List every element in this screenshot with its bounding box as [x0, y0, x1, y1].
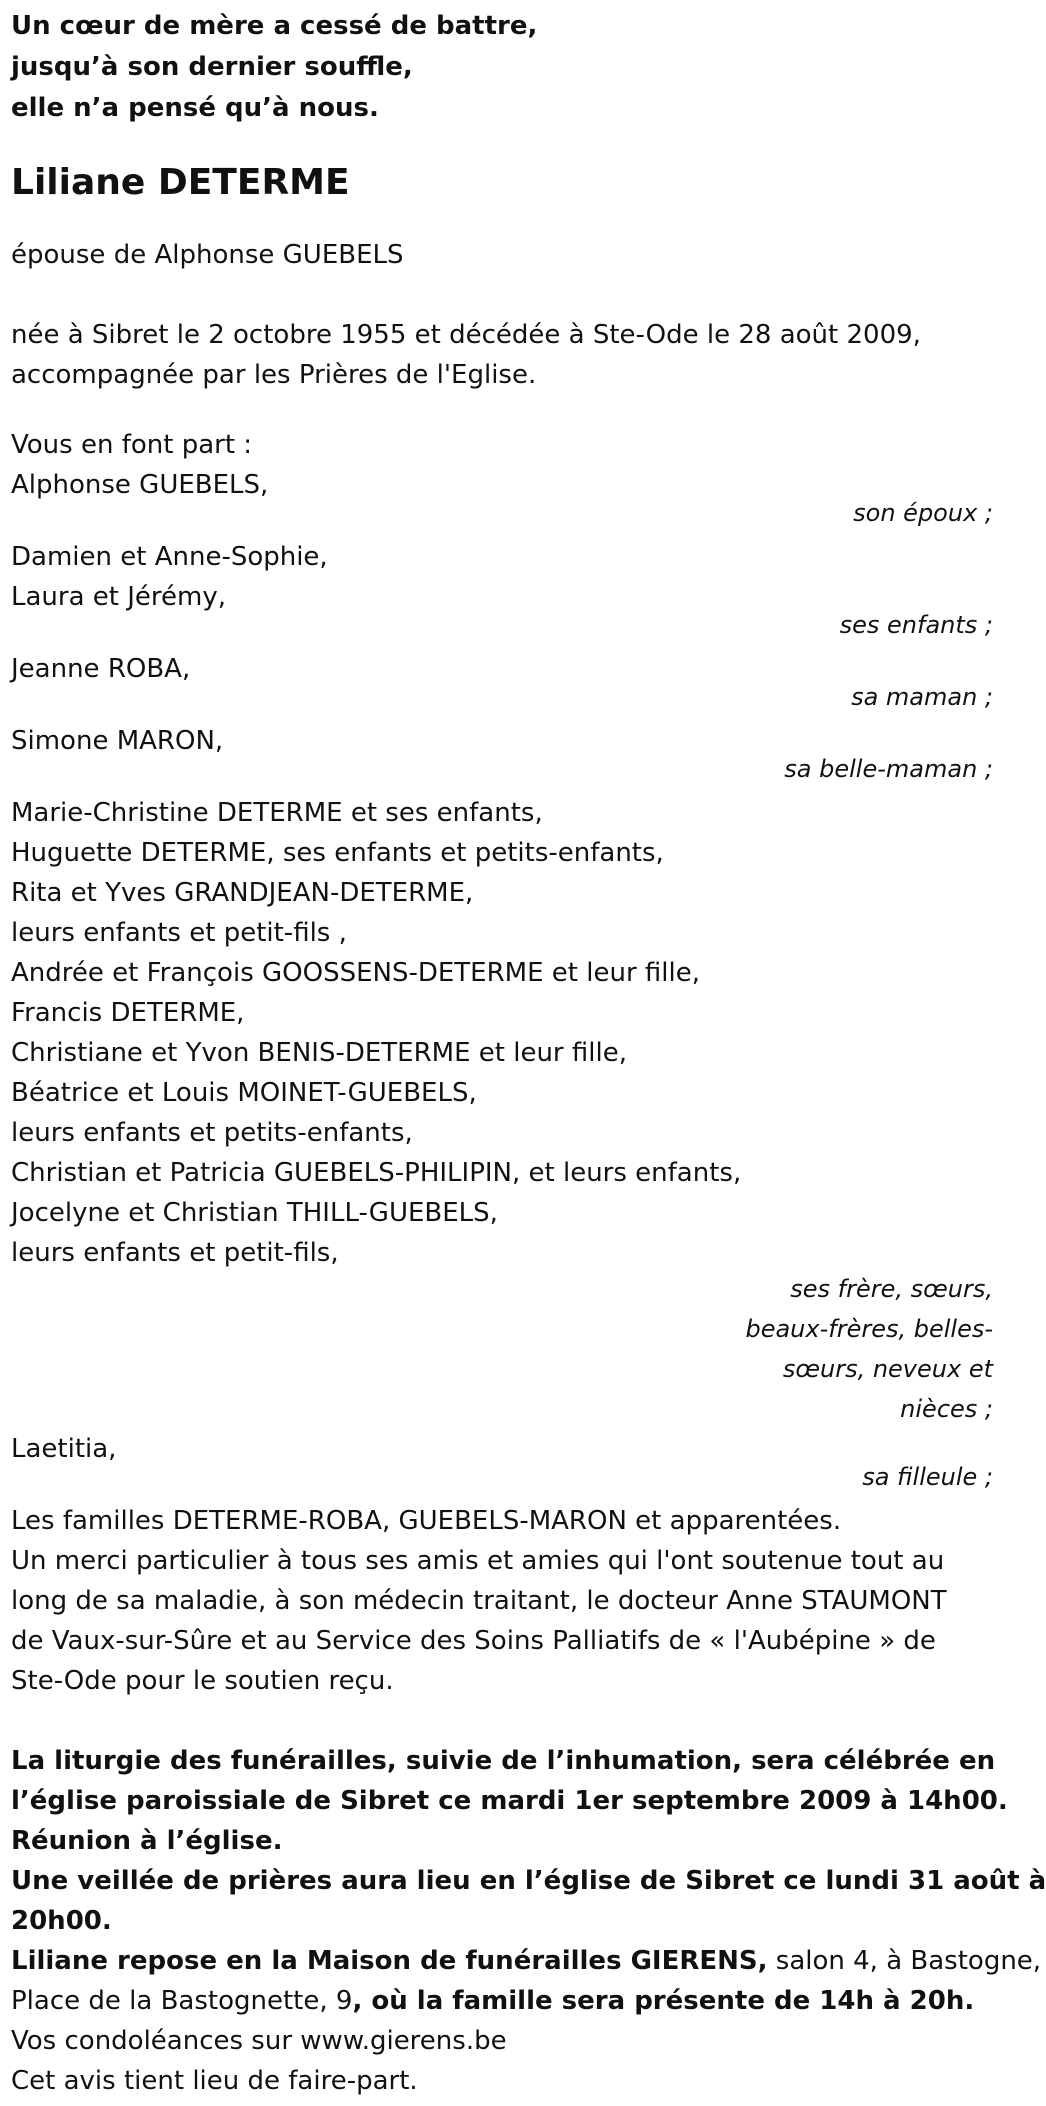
relation-line: beaux-frères, belles- [745, 1315, 993, 1343]
family-name: Marie-Christine DETERME et ses enfants, [11, 798, 543, 828]
deceased-name: Liliane DETERME [11, 162, 350, 203]
closing-line: de Vaux-sur-Sûre et au Service des Soins Palliatifs de « l'Aubépine » de [11, 1626, 936, 1656]
family-name: Huguette DETERME, ses enfants et petits-enfants, [11, 838, 664, 868]
relation-line: nièces ; [900, 1395, 993, 1423]
rest-line [11, 1941, 1042, 1981]
family-name: leurs enfants et petits-enfants, [11, 1118, 413, 1148]
closing-line: Les familles DETERME-ROBA, GUEBELS-MARON et apparentées. [11, 1506, 842, 1536]
family-group [11, 465, 993, 527]
family-name: Andrée et François GOOSSENS-DETERME et leur fille, [11, 958, 700, 988]
liturgy-line: Réunion à l’église. [11, 1826, 283, 1856]
vigil-line: Une veillée de prières aura lieu en l’église de Sibret ce lundi 31 août à [11, 1866, 1046, 1896]
relation-line: sœurs, neveux et [782, 1355, 993, 1383]
rest-normal: Place de la Bastognette, 9 [11, 1986, 353, 2016]
closing-line: Un merci particulier à tous ses amis et amies qui l'ont soutenue tout au [11, 1546, 945, 1576]
family-group [11, 537, 993, 639]
family-name: Béatrice et Louis MOINET-GUEBELS, [11, 1078, 477, 1108]
family-name: leurs enfants et petit-fils, [11, 1238, 339, 1268]
relation-line: ses enfants ; [839, 611, 993, 639]
family-name: Simone MARON, [11, 726, 224, 756]
birth-death-line: accompagnée par les Prières de l'Eglise. [11, 360, 537, 390]
family-group [11, 649, 993, 711]
family-group [11, 721, 993, 783]
relation-line: sa maman ; [851, 683, 993, 711]
rest-normal: salon 4, à Bastogne, [767, 1946, 1042, 1976]
family-group [11, 793, 993, 1429]
family-name: Alphonse GUEBELS, [11, 470, 269, 500]
family-relation [11, 1269, 993, 1429]
family-name: Christian et Patricia GUEBELS-PHILIPIN, et leurs enfants, [11, 1158, 742, 1188]
funeral-section [11, 1741, 1046, 2101]
relation-line: son époux ; [853, 499, 993, 527]
rest-bold: , où la famille sera présente de 14h à 20h. [352, 1986, 975, 2016]
family-group [11, 1429, 993, 1491]
relation-line: sa belle-maman ; [784, 755, 993, 783]
family-name: Christiane et Yvon BENIS-DETERME et leur fille, [11, 1038, 627, 1068]
relation-line: sa filleule ; [862, 1463, 993, 1491]
liturgy-line: l’église paroissiale de Sibret ce mardi 1er septembre 2009 à 14h00. [11, 1786, 1008, 1816]
rest-bold: Liliane repose en la Maison de funérailles GIERENS, [11, 1946, 768, 1976]
relation-line: ses frère, sœurs, [790, 1275, 993, 1303]
family-relation [11, 1463, 993, 1491]
notice-line: Cet avis tient lieu de faire-part. [11, 2066, 418, 2096]
spouse-line: épouse de Alphonse GUEBELS [11, 240, 404, 270]
liturgy-line: La liturgie des funérailles, suivie de l’inhumation, sera célébrée en [11, 1746, 996, 1776]
intro-line: elle n’a pensé qu’à nous. [11, 93, 379, 123]
family-name: Francis DETERME, [11, 998, 245, 1028]
family-name: Damien et Anne-Sophie, [11, 542, 328, 572]
announce-intro: Vous en font part : [11, 430, 253, 460]
family-name: Laetitia, [11, 1434, 117, 1464]
intro-line: jusqu’à son dernier souffle, [11, 52, 413, 82]
obituary-notice [11, 0, 1046, 2101]
intro-line: Un cœur de mère a cessé de battre, [11, 11, 538, 41]
condolences-line: Vos condoléances sur www.gierens.be [11, 2026, 507, 2056]
closing-line: long de sa maladie, à son médecin traitant, le docteur Anne STAUMONT [11, 1586, 947, 1616]
closing-section [11, 1501, 993, 1701]
birth-death-line: née à Sibret le 2 octobre 1955 et décédée à Ste-Ode le 28 août 2009, [11, 320, 921, 350]
family-name: Jeanne ROBA, [11, 654, 191, 684]
vigil-line: 20h00. [11, 1906, 112, 1936]
intro-poem [11, 6, 993, 129]
closing-line: Ste-Ode pour le soutien reçu. [11, 1666, 394, 1696]
family-name: Rita et Yves GRANDJEAN-DETERME, [11, 878, 474, 908]
family-name: Laura et Jérémy, [11, 582, 226, 612]
family-name: leurs enfants et petit-fils , [11, 918, 347, 948]
family-name: Jocelyne et Christian THILL-GUEBELS, [11, 1198, 498, 1228]
rest-line [11, 1981, 993, 2021]
birth-death-info [11, 315, 993, 395]
